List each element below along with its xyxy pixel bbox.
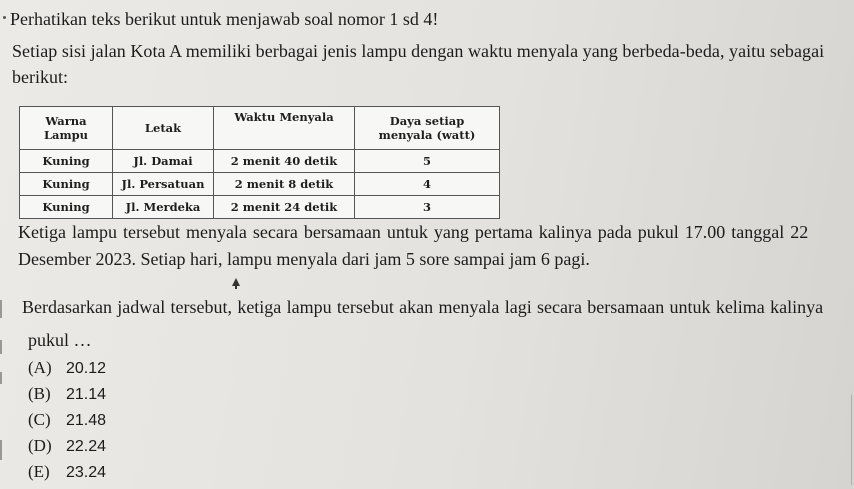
cell-waktu: 2 menit 24 detik xyxy=(214,196,355,219)
option-e[interactable] xyxy=(28,459,106,485)
header-letak: Letak xyxy=(113,107,214,150)
bullet-dot xyxy=(3,16,6,19)
cell-daya: 3 xyxy=(355,196,500,219)
lamp-table xyxy=(19,106,500,219)
table-header-row xyxy=(20,107,500,150)
intro-text: Perhatikan teks berikut untuk menjawab soal nomor 1 sd 4! xyxy=(10,9,439,29)
option-d[interactable] xyxy=(28,433,106,459)
mouse-cursor-stem xyxy=(235,285,237,289)
page-edge-mark xyxy=(0,340,2,354)
option-value: 20.12 xyxy=(66,360,107,377)
option-label: (A) xyxy=(28,358,52,377)
page-edge-mark xyxy=(0,440,2,460)
cell-warna: Kuning xyxy=(20,150,113,173)
cell-letak: Jl. Damai xyxy=(113,150,214,173)
cell-letak: Jl. Persatuan xyxy=(113,173,214,196)
option-label: (B) xyxy=(28,384,51,403)
option-label: (E) xyxy=(28,462,50,481)
option-a[interactable] xyxy=(28,355,106,381)
header-waktu: Waktu Menyala xyxy=(214,107,355,150)
option-value: 23.24 xyxy=(66,464,107,481)
question-line1: Berdasarkan jadwal tersebut, ketiga lampu tersebut akan menyala lagi secara bersamaan untuk kelima kalinya xyxy=(22,297,824,317)
page-edge-mark xyxy=(0,300,2,318)
cell-waktu: 2 menit 40 detik xyxy=(214,150,355,173)
page-edge-mark xyxy=(851,395,852,485)
table-row xyxy=(20,173,500,196)
option-label: (D) xyxy=(28,436,52,455)
option-value: 21.48 xyxy=(66,412,107,429)
cell-warna: Kuning xyxy=(20,173,113,196)
header-warna: Warna Lampu xyxy=(20,107,113,150)
page-edge-mark xyxy=(0,372,2,384)
option-b[interactable] xyxy=(28,381,106,407)
cell-letak: Jl. Merdeka xyxy=(113,196,214,219)
cell-daya: 4 xyxy=(355,173,500,196)
table-row xyxy=(20,196,500,219)
option-label: (C) xyxy=(28,410,51,429)
option-c[interactable] xyxy=(28,407,106,433)
header-daya: Daya setiap menyala (watt) xyxy=(355,107,500,150)
table-row xyxy=(20,150,500,173)
paragraph1-line2: berikut: xyxy=(12,67,68,87)
option-value: 21.14 xyxy=(66,386,107,403)
question-line2: pukul … xyxy=(28,330,92,350)
option-value: 22.24 xyxy=(66,438,107,455)
cell-waktu: 2 menit 8 detik xyxy=(214,173,355,196)
cell-warna: Kuning xyxy=(20,196,113,219)
paragraph2-line1: Ketiga lampu tersebut menyala secara bersamaan untuk yang pertama kalinya pada pukul 17.00 tanggal 22 xyxy=(18,222,809,242)
cell-daya: 5 xyxy=(355,150,500,173)
paragraph2-line2: Desember 2023. Setiap hari, lampu menyala dari jam 5 sore sampai jam 6 pagi. xyxy=(18,249,590,269)
answer-options xyxy=(28,355,106,485)
paragraph1-line1: Setiap sisi jalan Kota A memiliki berbagai jenis lampu dengan waktu menyala yang berbeda-beda, yaitu sebagai xyxy=(12,41,825,61)
